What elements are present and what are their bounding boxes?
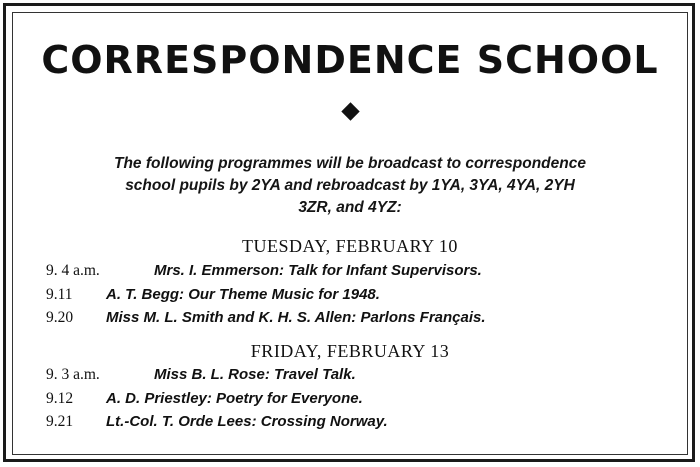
day-heading-friday: FRIDAY, FEBRUARY 13 [250, 341, 450, 361]
page-title: CORRESPONDENCE SCHOOL [41, 38, 659, 82]
entry-description: Miss B. L. Rose: Travel Talk. [154, 366, 356, 383]
entry-time: 9.12 [46, 390, 74, 407]
schedule-entry [46, 390, 666, 408]
entry-description: Miss M. L. Smith and K. H. S. Allen: Parlons Français. [106, 309, 486, 326]
entry-description: A. D. Priestley: Poetry for Everyone. [106, 390, 363, 407]
intro-line: school pupils by 2YA and rebroadcast by 1YA, 3YA, 4YA, 2YH [125, 177, 575, 194]
entry-description: Mrs. I. Emmerson: Talk for Infant Supervisors. [154, 262, 482, 279]
entry-time: 9. 3 a.m. [46, 366, 100, 383]
day-heading-tuesday: TUESDAY, FEBRUARY 10 [242, 236, 458, 256]
schedule-entry [46, 413, 666, 431]
schedule-entry [46, 366, 666, 384]
entry-time: 9.11 [46, 286, 73, 303]
schedule-entry [46, 309, 666, 327]
schedule-entry [46, 286, 666, 304]
entry-description: Lt.-Col. T. Orde Lees: Crossing Norway. [106, 413, 388, 430]
schedule-entry [46, 262, 666, 280]
entry-time: 9.21 [46, 413, 74, 430]
intro-paragraph [38, 153, 662, 219]
intro-line: 3ZR, and 4YZ: [298, 199, 402, 216]
entry-description: A. T. Begg: Our Theme Music for 1948. [106, 286, 380, 303]
entry-time: 9.20 [46, 309, 74, 326]
intro-line: The following programmes will be broadcast to correspondence [114, 155, 586, 172]
entry-time: 9. 4 a.m. [46, 262, 100, 279]
